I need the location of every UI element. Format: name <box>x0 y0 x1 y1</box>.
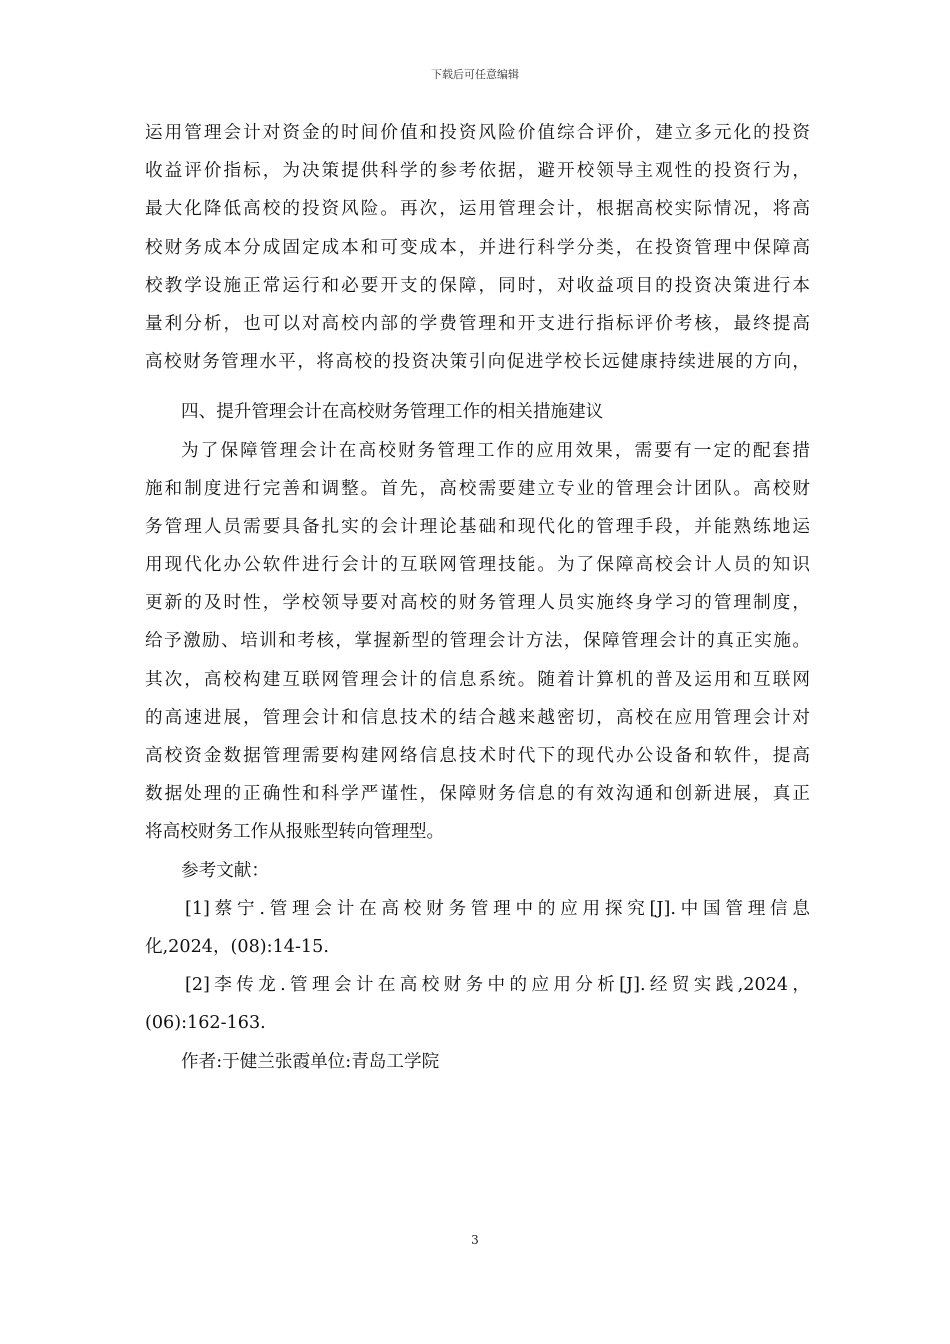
paragraph-investment-evaluation <box>145 114 810 381</box>
paragraph-line: 数据处理的正确性和科学严谨性，保障财务信息的有效沟通和创新进展，真正 <box>145 784 810 805</box>
paragraph-line: 最大化降低高校的投资风险。再次，运用管理会计，根据高校实际情况，将高 <box>145 199 810 220</box>
paragraph-line: 校教学设施正常运行和必要开支的保障，同时，对收益项目的投资决策进行本 <box>145 275 810 296</box>
reference-item <box>145 890 810 966</box>
paragraph-measures <box>145 432 810 852</box>
paragraph-line: 高校财务管理水平，将高校的投资决策引向促进学校长远健康持续进展的方向， <box>145 352 810 373</box>
paragraph-line: 将高校财务工作从报账型转向管理型。 <box>145 822 445 843</box>
paragraph-line: 更新的及时性，学校领导要对高校的财务管理人员实施终身学习的管理制度， <box>145 593 810 614</box>
section-heading: 四、提升管理会计在高校财务管理工作的相关措施建议 <box>181 402 604 423</box>
author-info: 作者:于健兰张霞单位:青岛工学院 <box>181 1051 440 1072</box>
references-title: 参考文献： <box>181 860 269 881</box>
paragraph-line: 用现代化办公软件进行会计的互联网管理技能。为了保障高校会计人员的知识 <box>145 555 810 576</box>
page-header: 下载后可任意编辑 <box>431 68 519 81</box>
reference-line: [2]李传龙.管理会计在高校财务中的应用分析[J].经贸实践,2024， <box>185 975 810 996</box>
paragraph-line: 收益评价指标，为决策提供科学的参考依据，避开校领导主观性的投资行为， <box>145 161 810 182</box>
paragraph-line: 施和制度进行完善和调整。首先，高校需要建立专业的管理会计团队。高校财 <box>145 478 810 499</box>
paragraph-line: 务管理人员需要具备扎实的会计理论基础和现代化的管理手段，并能熟练地运 <box>145 516 810 537</box>
reference-line: (06):162-163. <box>145 1013 266 1034</box>
paragraph-line: 运用管理会计对资金的时间价值和投资风险价值综合评价，建立多元化的投资 <box>145 123 810 143</box>
paragraph-line: 高校资金数据管理需要构建网络信息技术时代下的现代办公设备和软件，提高 <box>145 746 810 766</box>
paragraph-line: 校财务成本分成固定成本和可变成本，并进行科学分类，在投资管理中保障高 <box>145 237 810 258</box>
reference-line: [1]蔡宁.管理会计在高校财务管理中的应用探究[J].中国管理信息 <box>185 898 810 919</box>
paragraph-line: 为了保障管理会计在高校财务管理工作的应用效果，需要有一定的配套措 <box>181 440 810 461</box>
paragraph-line: 的高速进展，管理会计和信息技术的结合越来越密切，高校在应用管理会计对 <box>145 707 810 728</box>
paragraph-line: 量利分析，也可以对高校内部的学费管理和开支进行指标评价考核，最终提高 <box>145 313 810 334</box>
document-body <box>145 114 810 1081</box>
reference-item <box>145 966 810 1042</box>
reference-line: 化,2024，(08):14-15. <box>145 936 329 957</box>
paragraph-line: 给予激励、培训和考核，掌握新型的管理会计方法，保障管理会计的真正实施。 <box>145 631 810 652</box>
paragraph-line: 其次，高校构建互联网管理会计的信息系统。随着计算机的普及运用和互联网 <box>145 669 810 690</box>
page-number: 3 <box>471 1233 479 1247</box>
